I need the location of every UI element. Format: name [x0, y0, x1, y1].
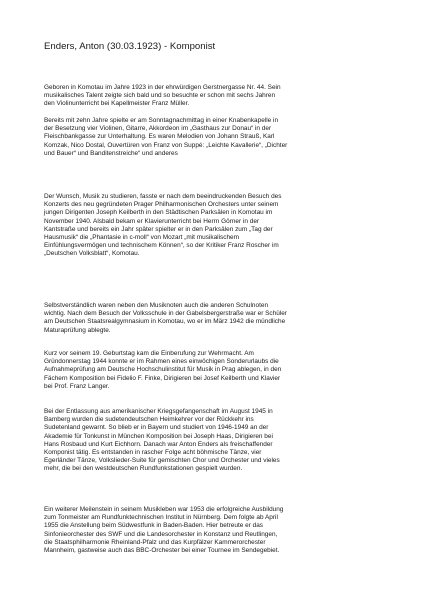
paragraph-postwar-study: Bei der Entlassung aus amerikanischer Kriegsgefangenschaft im August 1945 in Bamberg wurden die sudetendeutschen Heimkehrer vor der Rückkehr ins Sudetenland gewarnt. So blieb er in Bayern und studiert von 1946-1949 an der Akademie für Tonkunst in München Komposition bei Joseph Haas, Dirigieren bei Hans Rosbaud und Kurt Eichhorn. Danach war Anton Enders als freischaffender Komponist tätig. Es entstanden in rascher Folge acht böhmische Tänze, vier Egerländer Tänze, Volkslieder-Suite für gemischten Chor und Orchester und vieles mehr, die bei den westdeutschen Rundfunkstationen gespielt wurden.: [44, 408, 280, 473]
paragraph-birth: Geboren in Komotau im Jahre 1923 in der ehrwürdigen Gerstnergasse Nr. 44. Sein musikalisches Talent zeigte sich bald und so besuchte er schon mit sechs Jahren den Violinunterricht bei Kapellmeister Franz Müller.: [44, 84, 281, 108]
document-title: Enders, Anton (30.03.1923) - Komponist: [44, 41, 216, 52]
paragraph-conscription: Kurz vor seinem 19. Geburtstag kam die Einberufung zur Wehrmacht. Am Gründonnerstag 1944 konnte er im Rahmen eines einwöchigen Sonderurlaubs die Aufnahmeprüfung am Deutsche Hochschulinstitut für Musik in Prag ablegen, in den Fächern Komposition bei Fidelio F. Finke, Dirigieren bei Josef Keilberth und Klavier bei Prof. Franz Langer.: [44, 350, 282, 390]
paragraph-boys-band: Bereits mit zehn Jahre spielte er am Sonntagnachmittag in einer Knabenkapelle in der Besetzung vier Violinen, Gitarre, Akkordeon im „Gasthaus zur Donau“ in der Fleischbankgasse zur Unterhaltung. Es waren Melodien von Johann Strauß, Karl Komzak, Nico Dostal, Ouvertüren von Franz von Suppé: „Leichte Kavallerie“, „Dichter und Bauer“ und Banditenstreiche“ und anderes: [44, 117, 288, 157]
paragraph-music-study-wish: Der Wunsch, Musik zu studieren, fasste er nach dem beeindruckenden Besuch des Konzerts des neu gegründeten Prager Philharmonischen Orchesters unter seinem jungen Dirigenten Joseph Keilberth in den Städtischen Parksälen in Komotau im November 1940. Alsbald bekam er Klavierunterricht bei Herrn Görner in der Kantstraße und bereits ein Jahr später spielter er in den Parksälen zum „Tag der Hausmusik“ die „Phantasie in c-moll“ von Mozart „mit musikalischem Einfühlungsvermögen und technischem Können“, so der Kritiker Franz Roscher im „Deutschen Volksblatt“, Komotau.: [44, 193, 282, 258]
paragraph-sound-engineer: Ein weiterer Meilenstein in seinem Musikleben war 1953 die erfolgreiche Ausbildung zum Tonmeister am Rundfunktechnischen Institut in Nürnberg. Dem folgte ab April 1955 die Anstellung beim Südwestfunk in Baden-Baden. Hier betreute er das Sinfonieorchester des SWF und die Landesorchester in Konstanz und Reutlingen, die Staatsphilharmonie Rheinland-Pfalz und das Kurpfälzer Kammerorchester Mannheim, gastweise auch das BBC-Orchester bei einer Tournee im Sendegebiet.: [44, 506, 284, 555]
paragraph-school: Selbstverständlich waren neben den Musiknoten auch die anderen Schulnoten wichtig. Nach dem Besuch der Volksschule in der Gabelsbergerstraße war er Schüler am Deutschen Staatsrealgymnasium in Komotau, wo er im März 1942 die mündliche Maturaprüfung ablegte.: [44, 302, 287, 334]
